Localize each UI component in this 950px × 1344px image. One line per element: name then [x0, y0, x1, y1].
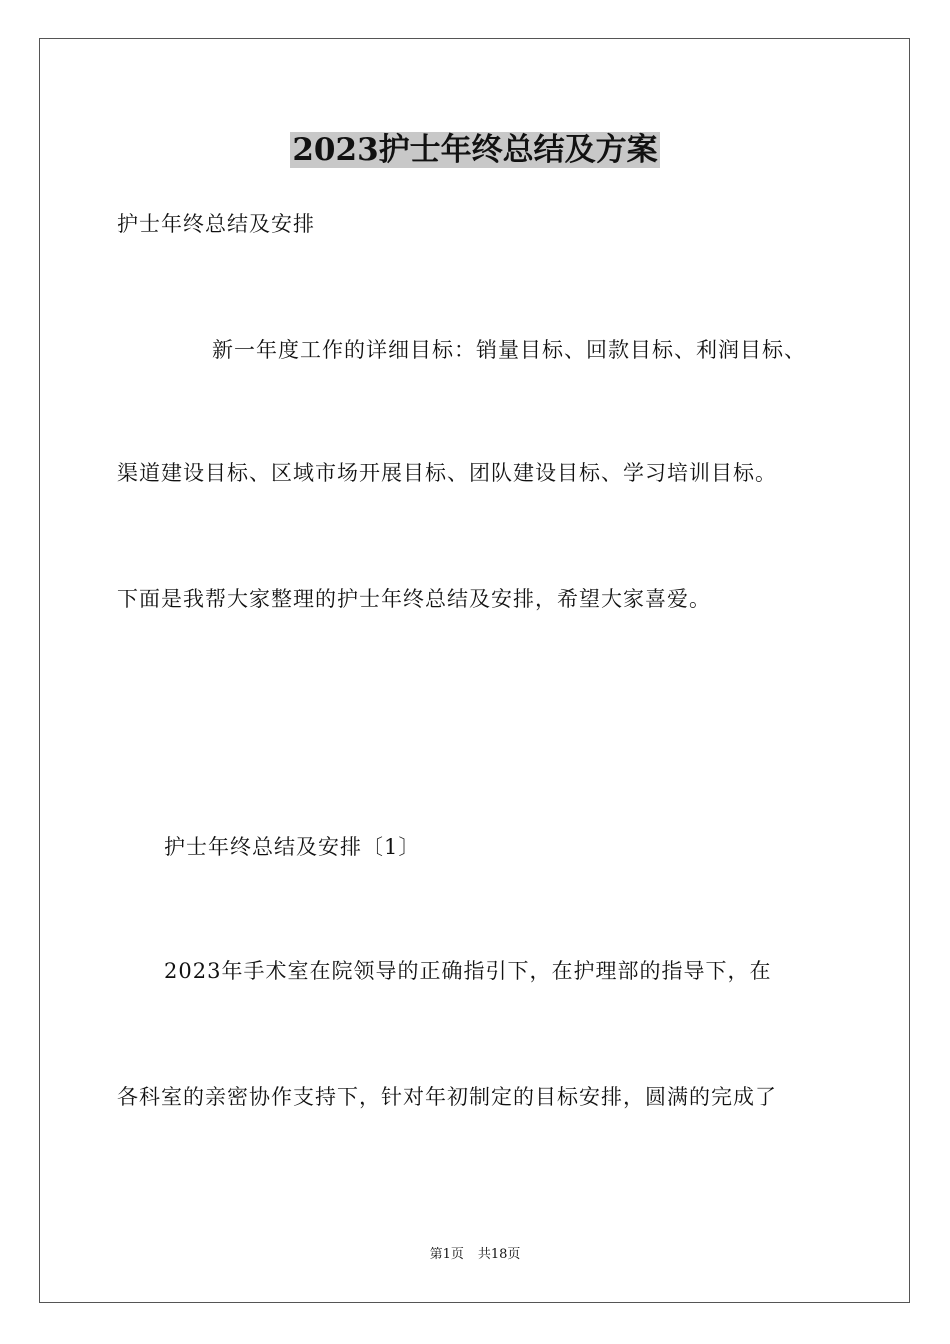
page-footer [0, 1246, 950, 1264]
page-number: 第1页 [429, 1247, 464, 1262]
page-total: 共18页 [477, 1247, 521, 1262]
document-subtitle: 护士年终总结及安排 [117, 212, 315, 236]
section-heading: 护士年终总结及安排〔1〕 [164, 835, 421, 859]
paragraph-line: 新一年度工作的详细目标：销量目标、回款目标、利润目标、 [212, 338, 806, 362]
document-title-text: 2023护士年终总结及方案 [292, 132, 658, 168]
section-paragraph-line: 2023年手术室在院领导的正确指引下，在护理部的指导下，在 [164, 959, 772, 983]
document-title [0, 128, 950, 172]
section-paragraph-line: 各科室的亲密协作支持下，针对年初制定的目标安排，圆满的完成了 [117, 1085, 777, 1109]
paragraph-line: 渠道建设目标、区域市场开展目标、团队建设目标、学习培训目标。 [117, 461, 777, 485]
paragraph-line: 下面是我帮大家整理的护士年终总结及安排，希望大家喜爱。 [117, 587, 711, 611]
